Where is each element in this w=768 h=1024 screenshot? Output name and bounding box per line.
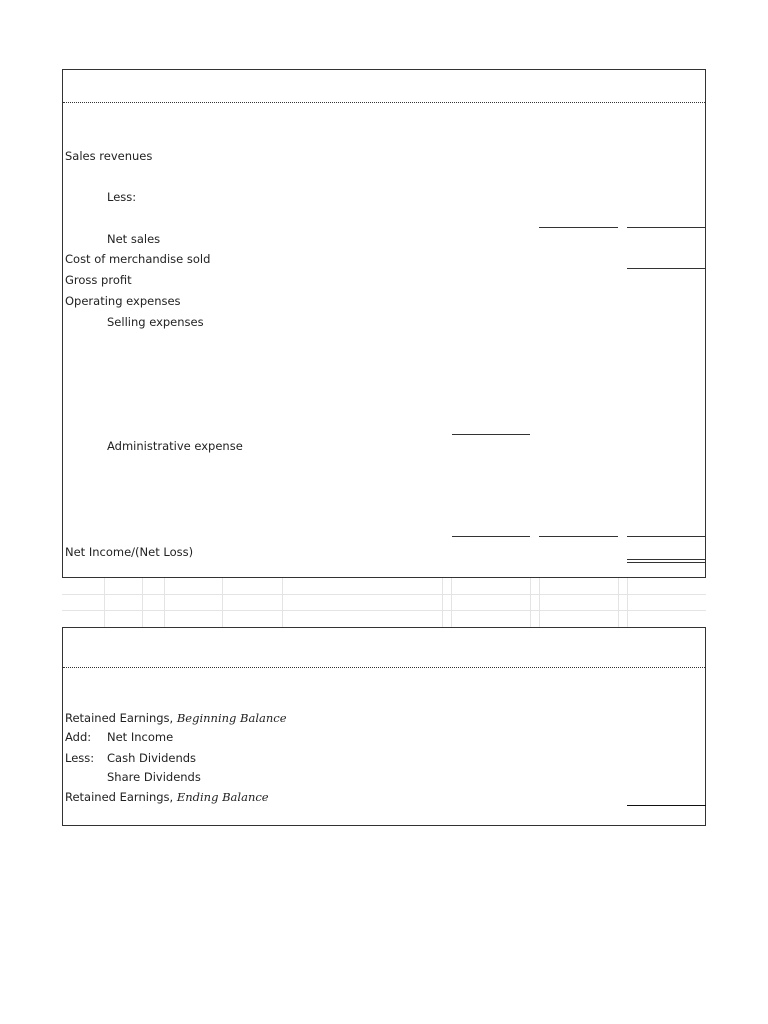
re-beginning-prefix: Retained Earnings, xyxy=(65,711,177,725)
less-label: Less: xyxy=(107,190,137,204)
net-income-label: Net Income xyxy=(107,730,174,744)
net-sales-label: Net sales xyxy=(107,232,161,246)
sales-revenues-label: Sales revenues xyxy=(65,149,153,163)
re-ending-rule xyxy=(627,805,706,806)
re-beginning-italic: Beginning Balance xyxy=(176,711,287,725)
cogs-rule-col4 xyxy=(627,268,706,269)
header-divider xyxy=(63,102,705,103)
cost-of-merchandise-sold-label: Cost of merchandise sold xyxy=(65,252,211,266)
net-income-double-rule xyxy=(627,559,706,563)
retained-earnings-beginning-label xyxy=(65,711,287,725)
re-ending-prefix: Retained Earnings, xyxy=(65,790,177,804)
add-label: Add: xyxy=(65,730,92,744)
cash-dividends-label: Cash Dividends xyxy=(107,751,197,765)
re-ending-italic: Ending Balance xyxy=(176,790,269,804)
admin-expense-rule-col3 xyxy=(539,536,618,537)
share-dividends-label: Share Dividends xyxy=(107,770,201,784)
retained-earnings-ending-label xyxy=(65,790,269,804)
net-income-loss-label: Net Income/(Net Loss) xyxy=(65,545,194,559)
operating-expenses-label: Operating expenses xyxy=(65,294,181,308)
less-dividends-label: Less: xyxy=(65,751,95,765)
selling-expenses-rule-col2 xyxy=(452,434,530,435)
re-header-divider xyxy=(63,667,705,668)
admin-expense-rule-col4 xyxy=(627,536,706,537)
administrative-expense-label: Administrative expense xyxy=(107,439,243,453)
admin-expense-rule-col2 xyxy=(452,536,530,537)
gross-profit-label: Gross profit xyxy=(65,273,132,287)
net-sales-rule-col4 xyxy=(627,227,706,228)
spreadsheet-gridlines xyxy=(62,578,706,627)
net-sales-rule-col3 xyxy=(539,227,618,228)
selling-expenses-label: Selling expenses xyxy=(107,315,204,329)
